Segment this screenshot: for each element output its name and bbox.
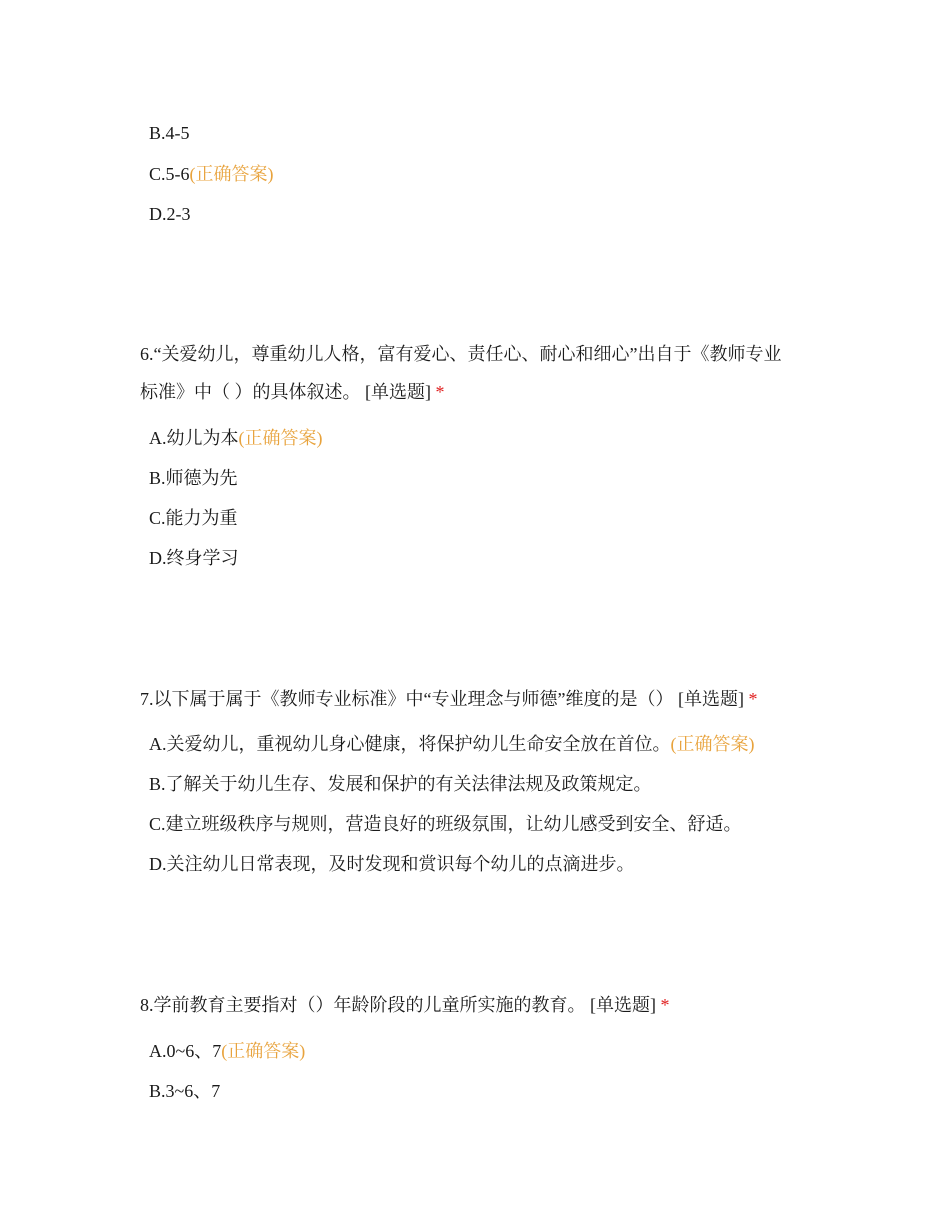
correct-answer-label: (正确答案) — [238, 428, 323, 448]
question-text: 8.学前教育主要指对（）年龄阶段的儿童所实施的教育。 — [140, 995, 586, 1015]
option-d — [149, 202, 191, 226]
option-text: C.能力为重 — [149, 508, 238, 528]
question-6-title — [140, 342, 781, 366]
option-b — [149, 466, 238, 490]
question-8-title — [140, 993, 670, 1017]
question-text: 6.“关爱幼儿，尊重幼儿人格，富有爱心、责任心、耐心和细心”出自于《教师专业 — [140, 344, 782, 364]
option-d — [149, 852, 635, 876]
required-mark: * — [660, 995, 670, 1015]
option-text: D.关注幼儿日常表现，及时发现和赏识每个幼儿的点滴进步。 — [149, 854, 635, 874]
option-text: B.师德为先 — [149, 468, 238, 488]
question-text: 标准》中（ ）的具体叙述。 — [140, 382, 361, 402]
question-text: 7.以下属于属于《教师专业标准》中“专业理念与师德”维度的是（） — [140, 689, 674, 709]
option-c — [149, 506, 238, 530]
question-type-tag: [单选题] — [677, 689, 744, 709]
option-text: D.2-3 — [149, 204, 191, 224]
option-c — [149, 162, 274, 186]
option-text: B.4-5 — [149, 123, 190, 143]
correct-answer-label: (正确答案) — [221, 1041, 306, 1061]
option-text: A.关爱幼儿，重视幼儿身心健康，将保护幼儿生命安全放在首位。 — [149, 734, 671, 754]
question-type-tag: [单选题] — [365, 382, 431, 402]
option-d — [149, 546, 239, 570]
option-text: C.5-6 — [149, 164, 190, 184]
required-mark: * — [748, 689, 758, 709]
option-c — [149, 812, 742, 836]
correct-answer-label: (正确答案) — [189, 164, 274, 184]
option-b — [149, 772, 652, 796]
option-text: A.0~6、7 — [149, 1041, 222, 1061]
option-b — [149, 1079, 220, 1103]
option-a — [149, 426, 323, 450]
option-text: B.3~6、7 — [149, 1081, 221, 1101]
correct-answer-label: (正确答案) — [670, 734, 755, 754]
option-a — [149, 732, 755, 756]
option-text: C.建立班级秩序与规则，营造良好的班级氛围，让幼儿感受到安全、舒适。 — [149, 814, 742, 834]
question-7-title — [140, 687, 757, 711]
question-6-title-cont — [140, 380, 445, 404]
question-type-tag: [单选题] — [590, 995, 656, 1015]
option-text: D.终身学习 — [149, 548, 239, 568]
option-text: A.幼儿为本 — [149, 428, 239, 448]
required-mark: * — [435, 382, 445, 402]
option-text: B.了解关于幼儿生存、发展和保护的有关法律法规及政策规定。 — [149, 774, 652, 794]
option-b — [149, 121, 190, 145]
option-a — [149, 1039, 305, 1063]
